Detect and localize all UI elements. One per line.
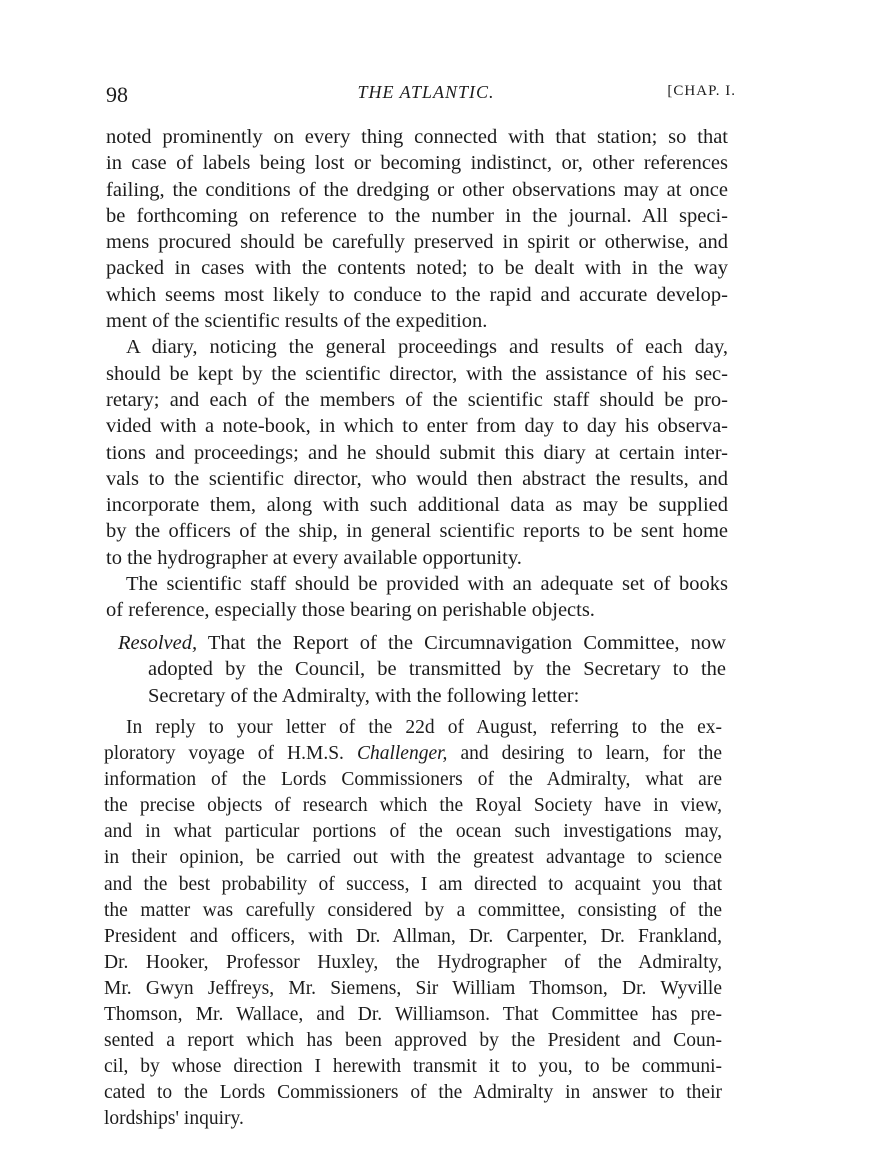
resolution-line xyxy=(106,630,726,656)
letter-block xyxy=(104,715,722,1133)
ship-name: Challenger, xyxy=(356,743,448,765)
text-line: packed in cases with the contents noted; to be dealt with in the way xyxy=(106,257,728,280)
text-line: incorporate them, along with such additional data as may be supplied xyxy=(106,494,728,517)
paragraph xyxy=(106,571,728,624)
text-line: retary; and each of the members of the scientific staff should be pro- xyxy=(106,388,728,411)
text-line: should be kept by the scientific director, with the assistance of his sec- xyxy=(106,362,728,385)
letter-line: Thomson, Mr. Wallace, and Dr. Williamson. That Committee has pre- xyxy=(104,1004,722,1026)
page-number: 98 xyxy=(106,82,128,107)
text-line: vals to the scientific director, who would then abstract the results, and xyxy=(106,467,728,490)
chapter-label: [CHAP. I. xyxy=(667,83,736,99)
letter-line: sented a report which has been approved by the President and Coun- xyxy=(104,1030,722,1052)
running-title: THE ATLANTIC. xyxy=(357,82,495,102)
letter-line: cil, by whose direction I herewith transmit it to you, to be communi- xyxy=(104,1056,722,1078)
resolution-lead: Resolved, xyxy=(118,632,198,654)
text-line: failing, the conditions of the dredging or other observations may at once xyxy=(106,178,728,201)
letter-line: cated to the Lords Commissioners of the Admiralty in answer to their xyxy=(104,1082,722,1104)
letter-line: Dr. Hooker, Professor Huxley, the Hydrographer of the Admiralty, xyxy=(104,951,722,973)
letter-line: the matter was carefully considered by a committee, consisting of the xyxy=(104,899,722,921)
letter-line: the precise objects of research which the Royal Society have in view, xyxy=(104,795,722,817)
text-line: A diary, noticing the general proceedings and results of each day, xyxy=(126,336,728,359)
resolution-line: adopted by the Council, be transmitted by the Secretary to the xyxy=(148,658,726,681)
letter-line: in their opinion, be carried out with the greatest advantage to science xyxy=(104,847,722,869)
letter-text: ploratory voyage of H.M.S. xyxy=(104,743,344,765)
letter-line: President and officers, with Dr. Allman, Dr. Carpenter, Dr. Frankland, xyxy=(104,925,722,947)
resolution-block xyxy=(106,630,726,709)
letter-line: and in what particular portions of the ocean such investigations may, xyxy=(104,821,722,843)
text-line: which seems most likely to conduce to the rapid and accurate develop- xyxy=(106,283,728,306)
paragraph xyxy=(106,334,728,571)
letter-line xyxy=(104,741,722,767)
page-header xyxy=(106,80,746,110)
text-line: mens procured should be carefully preserved in spirit or otherwise, and xyxy=(106,231,728,254)
text-line: noted prominently on every thing connected with that station; so that xyxy=(106,126,728,148)
text-line: vided with a note-book, in which to enter from day to day his observa- xyxy=(106,415,728,438)
resolution-line: Secretary of the Admiralty, with the following letter: xyxy=(148,684,580,707)
letter-line: information of the Lords Commissioners of the Admiralty, what are xyxy=(104,769,722,791)
text-line: to the hydrographer at every available opportunity. xyxy=(106,546,522,569)
text-line: ment of the scientific results of the expedition. xyxy=(106,310,488,333)
text-line: The scientific staff should be provided with an adequate set of books xyxy=(126,573,728,596)
body-text xyxy=(106,124,728,624)
letter-line: lordships' inquiry. xyxy=(104,1108,244,1130)
text-line: of reference, especially those bearing on perishable objects. xyxy=(106,599,595,622)
paragraph xyxy=(106,124,728,334)
text-line: by the officers of the ship, in general scientific reports to be sent home xyxy=(106,520,728,543)
text-line: in case of labels being lost or becoming indistinct, or, other references xyxy=(106,152,728,175)
letter-line: In reply to your letter of the 22d of August, referring to the ex- xyxy=(126,717,722,738)
text-line: be forthcoming on reference to the number in the journal. All speci- xyxy=(106,204,728,227)
letter-line: and the best probability of success, I am directed to acquaint you that xyxy=(104,873,722,895)
letter-text: and desiring to learn, for the xyxy=(460,743,723,765)
text-line: tions and proceedings; and he should submit this diary at certain inter- xyxy=(106,441,728,464)
letter-line: Mr. Gwyn Jeffreys, Mr. Siemens, Sir William Thomson, Dr. Wyville xyxy=(104,977,722,999)
resolution-text: That the Report of the Circumnavigation Committee, now xyxy=(207,632,726,654)
